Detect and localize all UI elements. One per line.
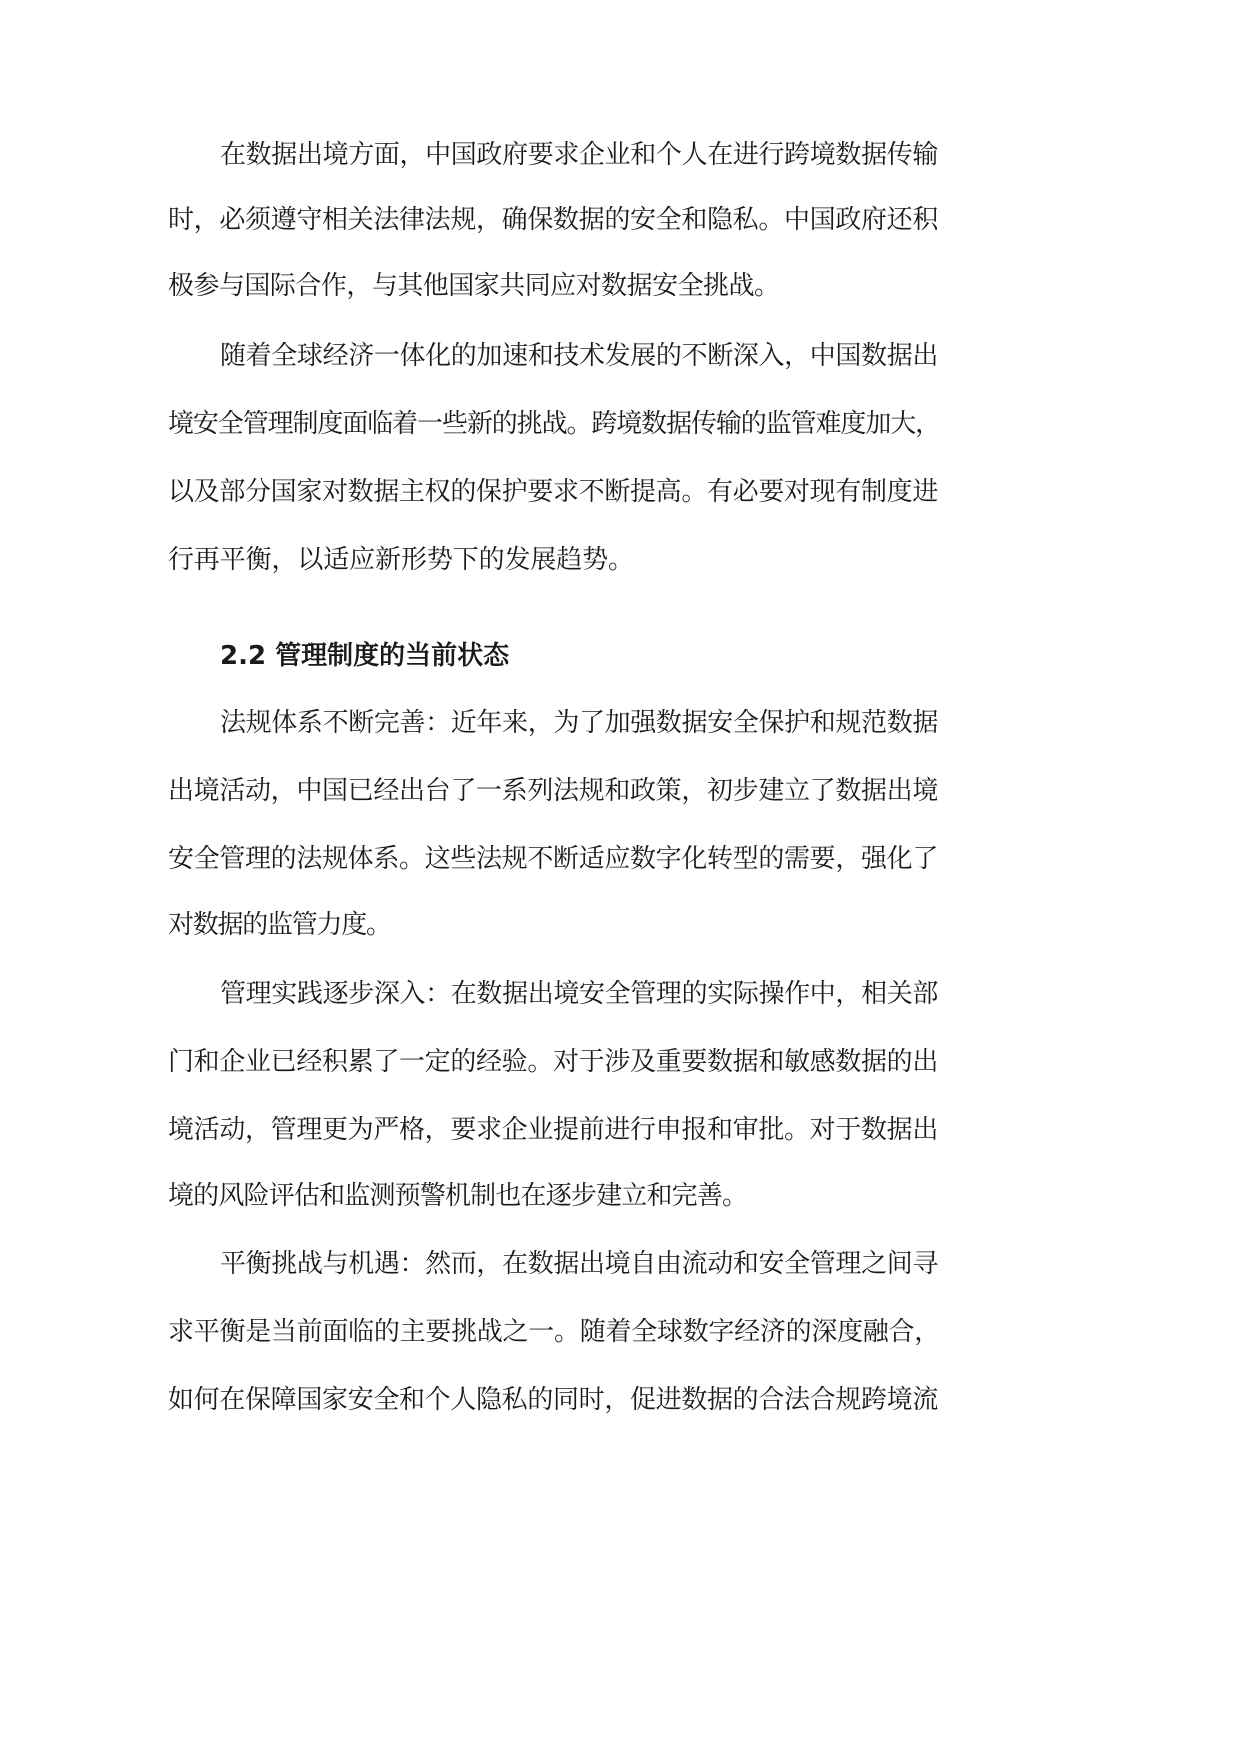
paragraph-3-line-2: 出境活动，中国已经出台了一系列法规和政策，初步建立了数据出境 [168,776,938,806]
paragraph-2-line-2: 境安全管理制度面临着一些新的挑战。跨境数据传输的监管难度加大， [168,409,940,439]
paragraph-4-line-2: 门和企业已经积累了一定的经验。对于涉及重要数据和敏感数据的出 [168,1047,938,1077]
paragraph-2-line-3: 以及部分国家对数据主权的保护要求不断提高。有必要对现有制度进 [168,477,938,507]
paragraph-5-line-2: 求平衡是当前面临的主要挑战之一。随着全球数字经济的深度融合， [168,1317,940,1347]
paragraph-1-line-1: 在数据出境方面，中国政府要求企业和个人在进行跨境数据传输 [220,140,938,170]
paragraph-3-line-3: 安全管理的法规体系。这些法规不断适应数字化转型的需要，强化了 [168,844,938,874]
paragraph-1-line-2: 时，必须遵守相关法律法规，确保数据的安全和隐私。中国政府还积 [168,205,938,235]
paragraph-4-line-3: 境活动，管理更为严格，要求企业提前进行申报和审批。对于数据出 [168,1115,938,1145]
paragraph-5-line-1: 平衡挑战与机遇：然而，在数据出境自由流动和安全管理之间寻 [220,1249,938,1279]
paragraph-3-line-1: 法规体系不断完善：近年来，为了加强数据安全保护和规范数据 [220,708,938,738]
paragraph-3-line-4: 对数据的监管力度。 [168,910,391,940]
paragraph-2-line-1: 随着全球经济一体化的加速和技术发展的不断深入，中国数据出 [220,341,938,371]
section-heading: 2.2 管理制度的当前状态 [220,641,510,671]
paragraph-1-line-3: 极参与国际合作，与其他国家共同应对数据安全挑战。 [168,271,780,301]
paragraph-4-line-1: 管理实践逐步深入：在数据出境安全管理的实际操作中，相关部 [220,979,938,1009]
paragraph-5-line-3: 如何在保障国家安全和个人隐私的同时，促进数据的合法合规跨境流 [168,1385,938,1415]
paragraph-4-line-4: 境的风险评估和监测预警机制也在逐步建立和完善。 [168,1181,748,1211]
paragraph-2-line-4: 行再平衡，以适应新形势下的发展趋势。 [168,545,634,575]
